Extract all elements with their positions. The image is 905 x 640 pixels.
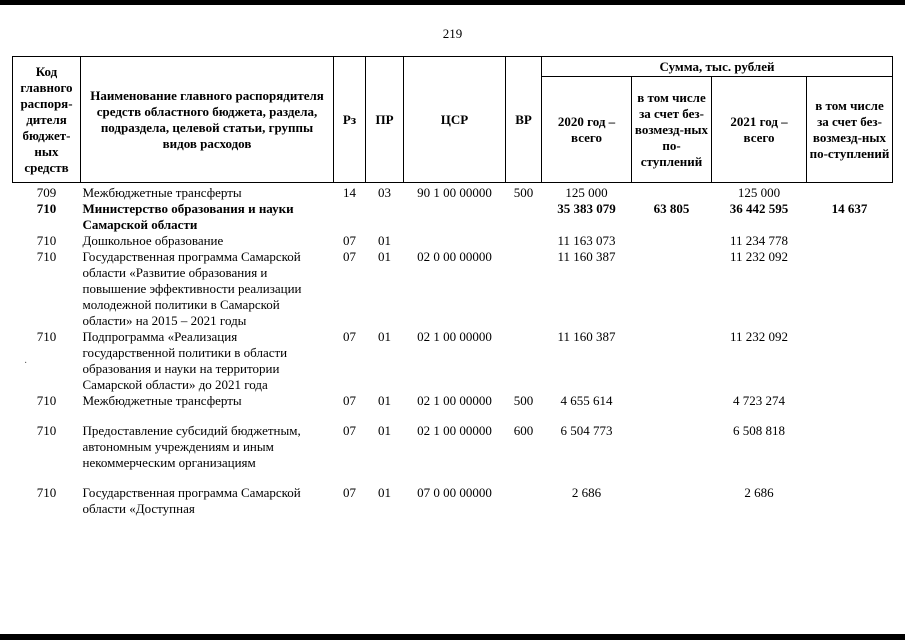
cell-rz: 14 [343,185,356,200]
cell-pr: 01 [378,485,391,500]
header-2020-total: 2020 год – всего [542,77,632,183]
cell-2020-total: 2 686 [571,485,602,500]
header-name: Наименование главного распорядителя средств областного бюджета, раздела, подраздела, целевой статьи, группы видов расходов [81,57,334,183]
cell-2020-total: 4 655 614 [560,393,613,408]
cell-name: Межбюджетные трансферты [82,393,242,408]
cell-vr: 500 [513,185,534,200]
header-2021-total: 2021 год – всего [712,77,807,183]
cell-code: 710 [36,423,57,438]
table-body [13,183,893,518]
cell-rz: 07 [343,329,356,344]
cell-2021-free [807,485,893,517]
cell-pr: 01 [378,393,391,408]
cell-vr [506,485,542,517]
cell-vr [506,201,542,233]
table-row [13,329,893,393]
table-row [13,485,893,517]
cell-vr: 600 [513,423,534,438]
cell-2020-free: 63 805 [653,201,690,216]
cell-2021-free [807,423,893,485]
cell-2020-total: 35 383 079 [557,201,616,216]
cell-name: Межбюджетные трансферты [82,185,242,200]
cell-code: 709 [36,185,57,200]
scan-mark: · [24,358,28,369]
cell-name: Дошкольное образование [82,233,224,248]
cell-code: 710 [36,201,57,216]
cell-2020-free [632,423,712,485]
page-number: 219 [442,26,463,41]
cell-pr: 01 [378,423,391,438]
cell-2021-total: 4 723 274 [733,393,785,408]
cell-2021-free [807,393,893,423]
cell-2020-total: 11 160 387 [557,329,616,344]
cell-2021-free [807,233,893,249]
cell-rz: 07 [343,393,356,408]
cell-rz [334,201,366,233]
cell-2021-total: 11 234 778 [729,233,789,248]
cell-csr: 02 1 00 00000 [417,423,492,438]
header-pr: ПР [366,57,404,183]
table-header [13,57,893,183]
cell-vr [506,329,542,393]
top-border [0,0,905,5]
cell-2020-total: 11 163 073 [557,233,616,248]
table-row [13,249,893,329]
cell-name: Подпрограмма «Реализация государственной политики в области образования и науки на территории Самарской области» до 2021 года [82,329,288,392]
header-csr: ЦСР [404,57,506,183]
cell-csr: 02 1 00 00000 [417,393,492,408]
cell-2021-free [807,249,893,329]
cell-rz: 07 [343,423,356,438]
cell-rz: 07 [343,485,356,500]
cell-name: Государственная программа Самарской области «Доступная [82,485,301,516]
cell-csr [404,233,506,249]
cell-csr [404,201,506,233]
cell-2021-free [807,183,893,202]
cell-pr: 01 [378,249,391,264]
cell-code: 710 [36,233,57,248]
table-row [13,233,893,249]
cell-2021-free: 14 637 [831,201,868,216]
cell-code: 710 [36,485,57,500]
table-row [13,201,893,233]
cell-pr: 01 [378,233,391,248]
cell-name: Министерство образования и науки Самарской области [82,201,294,232]
cell-2021-total: 36 442 595 [729,201,789,216]
header-rz: Рз [334,57,366,183]
cell-pr: 01 [378,329,391,344]
cell-csr: 90 1 00 00000 [417,185,492,200]
cell-2020-free [632,393,712,423]
cell-vr [506,249,542,329]
cell-code: 710 [36,393,57,408]
budget-table [12,56,893,517]
cell-name: Государственная программа Самарской области «Развитие образования и повышение эффективности реализации молодежной политики в Самарской области» на 2015 – 2021 годы [82,249,302,328]
cell-code: 710 [36,249,57,264]
header-2020-free: в том числе за счет без-возмезд-ных по-ступлений [632,77,712,183]
cell-pr: 03 [378,185,391,200]
cell-name: Предоставление субсидий бюджетным, автономным учреждениям и иным некоммерческим организациям [82,423,301,470]
cell-rz: 07 [343,233,356,248]
cell-pr [366,201,404,233]
cell-2021-free [807,329,893,393]
cell-vr: 500 [513,393,534,408]
header-2021-free: в том числе за счет без-возмезд-ных по-ступлений [807,77,893,183]
cell-vr [506,233,542,249]
cell-2021-total: 6 508 818 [733,423,785,438]
cell-code: 710 [36,329,57,344]
cell-2020-free [632,485,712,517]
cell-2020-free [632,249,712,329]
cell-2021-total: 2 686 [744,485,774,500]
cell-csr: 02 0 00 00000 [417,249,492,264]
cell-2020-total: 6 504 773 [560,423,613,438]
cell-2020-total: 11 160 387 [557,249,616,264]
cell-2020-free [632,329,712,393]
cell-csr: 02 1 00 00000 [417,329,492,344]
cell-2020-total: 125 000 [565,185,608,200]
table-row [13,183,893,202]
header-vr: ВР [506,57,542,183]
cell-csr: 07 0 00 00000 [417,485,492,500]
cell-rz: 07 [343,249,356,264]
cell-2021-total: 125 000 [737,185,781,200]
bottom-border [0,634,905,640]
header-code: Код главного распоря-дителя бюджет-ных средств [13,57,81,183]
cell-2020-free [632,183,712,202]
cell-2020-free [632,233,712,249]
header-sum: Сумма, тыс. рублей [542,57,893,77]
table-row [13,423,893,485]
cell-2021-total: 11 232 092 [729,249,789,264]
cell-2021-total: 11 232 092 [729,329,789,344]
table-row [13,393,893,423]
